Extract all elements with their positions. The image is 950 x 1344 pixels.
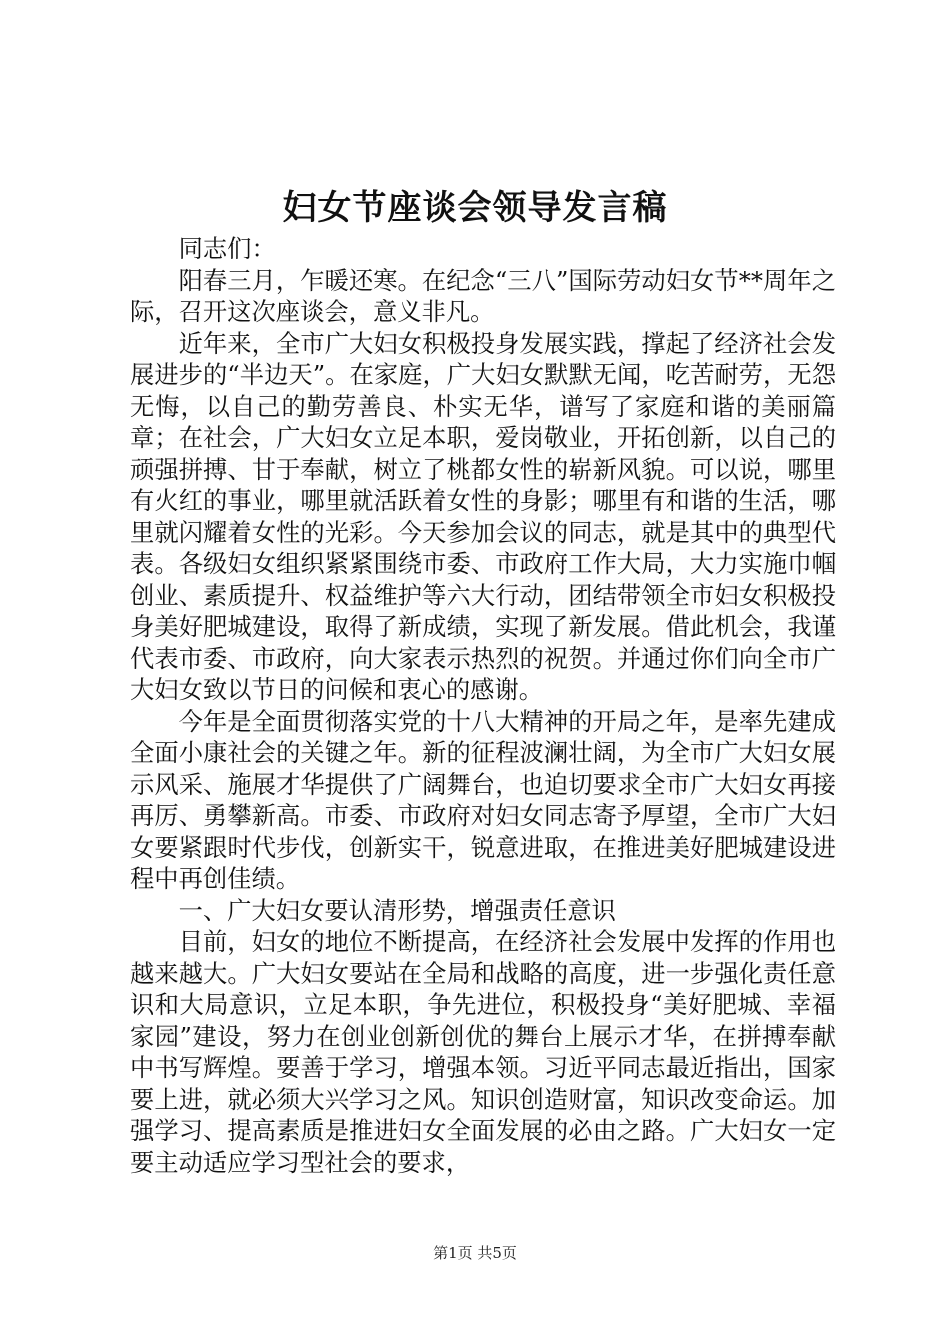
this-year-paragraph: 今年是全面贯彻落实党的十八大精神的开局之年，是率先建成全面小康社会的关键之年。新的征程波澜壮阔，为全市广大妇女展示风采、施展才华提供了广阔舞台，也迫切要求全市广大妇女再接再厉、勇攀新高。市委、市政府对妇女同志寄予厚望，全市广大妇女要紧跟时代步伐，创新实干，锐意进取，在推进美好肥城建设进程中再创佳绩。 bbox=[130, 706, 836, 893]
section-heading-1: 一、广大妇女要认清形势，增强责任意识 bbox=[178, 895, 616, 925]
opening-paragraph: 阳春三月，乍暖还寒。在纪念“三八”国际劳动妇女节**周年之际，召开这次座谈会，意义非凡。 bbox=[130, 265, 836, 326]
achievements-paragraph: 近年来，全市广大妇女积极投身发展实践，撑起了经济社会发展进步的“半边天”。在家庭，广大妇女默默无闻，吃苦耐劳，无怨无悔，以自己的勤劳善良、朴实无华，谱写了家庭和谐的美丽篇章；在社会，广大妇女立足本职，爱岗敬业，开拓创新，以自己的顽强拼搏、甘于奉献，树立了桃都女性的崭新风貌。可以说，哪里有火红的事业，哪里就活跃着女性的身影；哪里有和谐的生活，哪里就闪耀着女性的光彩。今天参加会议的同志，就是其中的典型代表。各级妇女组织紧紧围绕市委、市政府工作大局，大力实施巾帼创业、素质提升、权益维护等六大行动，团结带领全市妇女积极投身美好肥城建设，取得了新成绩，实现了新发展。借此机会，我谨代表市委、市政府，向大家表示热烈的祝贺。并通过你们向全市广大妇女致以节日的问候和衷心的感谢。 bbox=[130, 328, 836, 704]
section-1-paragraph: 目前，妇女的地位不断提高，在经济社会发展中发挥的作用也越来越大。广大妇女要站在全局和战略的高度，进一步强化责任意识和大局意识，立足本职，争先进位，积极投身“美好肥城、幸福家园”建设，努力在创业创新创优的舞台上展示才华，在拼搏奉献中书写辉煌。要善于学习，增强本领。习近平同志最近指出，国家要上进，就必须大兴学习之风。知识创造财富，知识改变命运。加强学习、提高素质是推进妇女全面发展的必由之路。广大妇女一定要主动适应学习型社会的要求， bbox=[130, 927, 836, 1177]
document-title: 妇女节座谈会领导发言稿 bbox=[282, 188, 668, 228]
document-body bbox=[130, 233, 836, 1178]
salutation-paragraph: 同志们： bbox=[178, 234, 276, 263]
page-footer: 第1页 共5页 bbox=[433, 1244, 517, 1262]
